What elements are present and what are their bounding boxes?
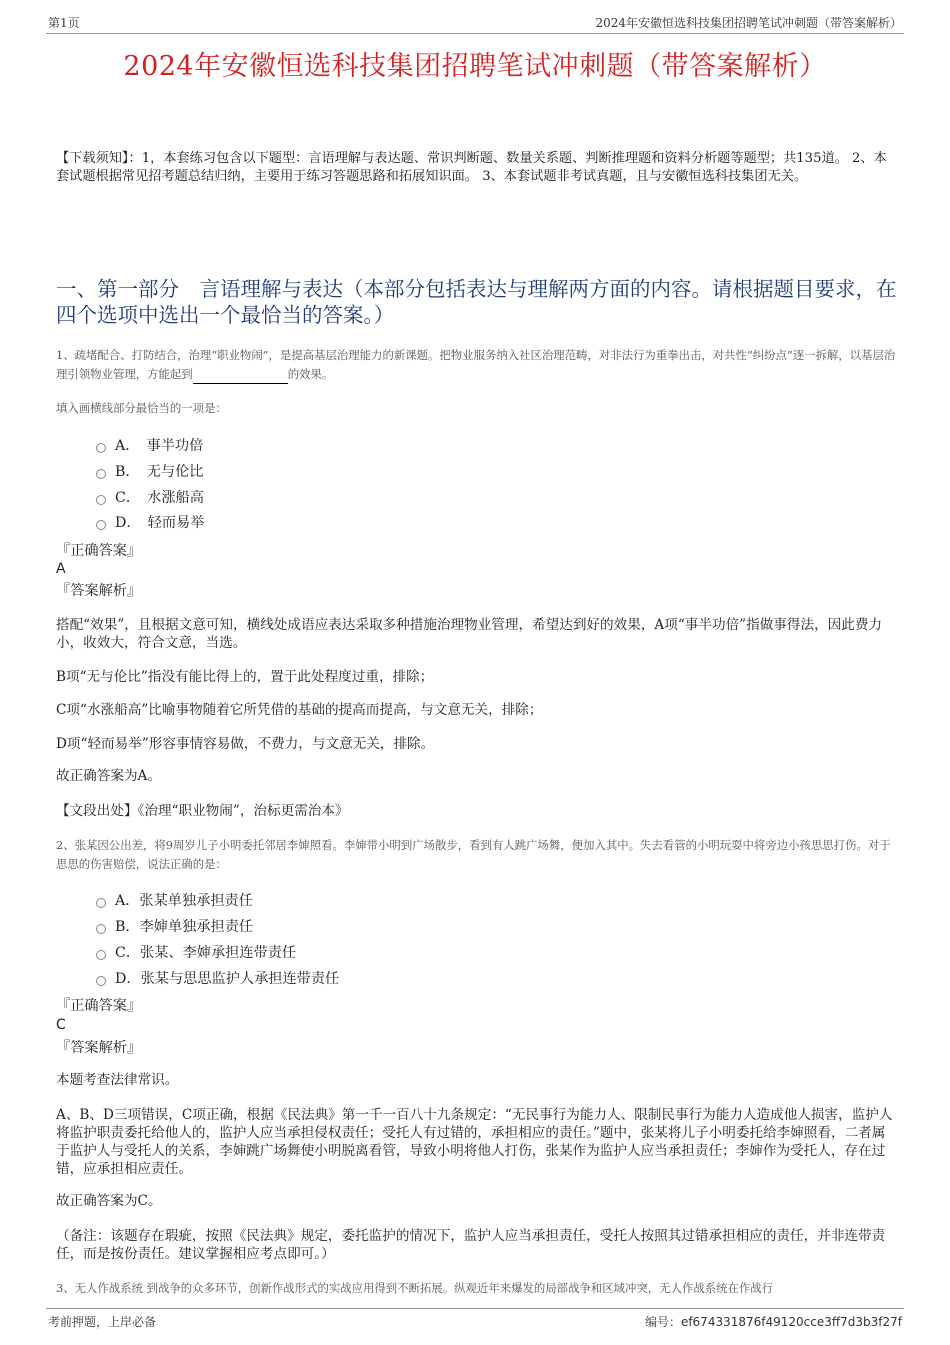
- q2-analysis-para: 故正确答案为C。: [56, 1193, 162, 1209]
- q2-option-a[interactable]: A．张某单独承担责任: [96, 892, 253, 910]
- q1-analysis-para: 故正确答案为A。: [56, 768, 161, 784]
- q1-analysis-para: C项“水涨船高”比喻事物随着它所凭借的基础的提高而提高，与文意无关，排除；: [56, 702, 543, 718]
- q2-option-d[interactable]: D．张某与思思监护人承担连带责任: [96, 970, 339, 988]
- q2-option-c[interactable]: C．张某、李婶承担连带责任: [96, 944, 296, 962]
- answer-blank: [193, 371, 288, 384]
- radio-icon[interactable]: [96, 495, 106, 505]
- footer-slogan: 考前押题，上岸必备: [48, 1315, 157, 1329]
- q2-option-b[interactable]: B．李婶单独承担责任: [96, 918, 253, 936]
- radio-icon[interactable]: [96, 469, 106, 479]
- q1-option-c[interactable]: C． 水涨船高: [96, 489, 204, 507]
- header-rule: [46, 33, 904, 34]
- q2-correct-label: 『正确答案』: [56, 998, 142, 1014]
- question-1-prompt: 填入画横线部分最恰当的一项是：: [56, 401, 227, 415]
- q1-analysis-label: 『答案解析』: [56, 583, 142, 599]
- q2-note: （备注：该题存在瑕疵，按照《民法典》规定，委托监护的情况下，监护人应当承担责任，受托人按照其过错承担相应的责任，并非连带责任，而是按份责任。建议掌握相应考点即可。）: [56, 1228, 886, 1262]
- section-heading: 一、第一部分 言语理解与表达（本部分包括表达与理解两方面的内容。请根据题目要求，在四个选项中选出一个最恰当的答案。）: [56, 277, 897, 327]
- q1-option-d[interactable]: D． 轻而易举: [96, 514, 204, 532]
- question-2-stem: 2、张某因公出差，将9周岁儿子小明委托邻居李婶照看。李婶带小明到广场散步，看到有人跳广场舞，便加入其中。失去看管的小明玩耍中将旁边小孩思思打伤。对于思思的伤害赔偿，说法正确的是：: [56, 838, 891, 871]
- q1-source: 【文段出处】《治理“职业物闹”，治标更需治本》: [56, 803, 349, 819]
- q2-answer: C: [56, 1017, 66, 1033]
- q1-option-a[interactable]: A． 事半功倍: [96, 437, 203, 455]
- footer-rule: [46, 1308, 904, 1309]
- question-3-stem: 3、无人作战系统 到战争的众多环节，创新作战形式的实战应用得到不断拓展。纵观近年来爆发的局部战争和区域冲突，无人作战系统在作战行: [56, 1281, 774, 1295]
- radio-icon[interactable]: [96, 924, 106, 934]
- q1-correct-label: 『正确答案』: [56, 543, 142, 559]
- radio-icon[interactable]: [96, 976, 106, 986]
- page-title: 2024年安徽恒选科技集团招聘笔试冲刺题（带答案解析）: [123, 51, 827, 82]
- q2-analysis-label: 『答案解析』: [56, 1040, 142, 1056]
- radio-icon[interactable]: [96, 898, 106, 908]
- radio-icon[interactable]: [96, 520, 106, 530]
- q1-analysis-para: B项“无与伦比”指没有能比得上的，置于此处程度过重，排除；: [56, 669, 434, 685]
- q1-answer: A: [56, 561, 66, 577]
- page-number: 第1页: [48, 16, 80, 30]
- q1-analysis-para: D项“轻而易举”形容事情容易做，不费力，与文意无关，排除。: [56, 736, 435, 752]
- q2-analysis-para: 本题考查法律常识。: [56, 1072, 179, 1088]
- running-header: 2024年安徽恒选科技集团招聘笔试冲刺题（带答案解析）: [595, 16, 902, 30]
- q1-option-b[interactable]: B． 无与伦比: [96, 463, 203, 481]
- document-id: 编号：ef674331876f49120cce3ff7d3b3f27f: [644, 1315, 902, 1329]
- q2-analysis-para: A、B、D三项错误，C项正确，根据《民法典》第一千一百八十九条规定：“无民事行为能力人、限制民事行为能力人造成他人损害，监护人将监护职责委托给他人的，监护人应当承担侵权责任；受托人有过错的，承担相应的责任。”题中，张某将儿子小明委托给李婶照看，二者属于监护人与受托人的关系，李婶跳广场舞使小明脱离看管，导致小明将他人打伤，张某作为监护人应当承担责任；李婶作为受托人，存在过错，应承担相应责任。: [56, 1107, 893, 1177]
- question-1-stem: 1、疏堵配合、打防结合，治理“职业物闹”，是提高基层治理能力的新课题。把物业服务纳入社区治理范畴，对非法行为重拳出击，对共性“纠纷点”逐一拆解，以基层治理引领物业管理，方能起到 的效果。: [56, 346, 898, 384]
- radio-icon[interactable]: [96, 950, 106, 960]
- download-notice: 【下载须知】：1，本套练习包含以下题型：言语理解与表达题、常识判断题、数量关系题、判断推理题和资料分析题等题型；共135道。 2、本套试题根据常见招考题总结归纳，主要用于练习答题思路和拓展知识面。 3、本套试题非考试真题，且与安徽恒选科技集团无关。: [56, 151, 887, 184]
- q1-analysis-para: 搭配“效果”，且根据文意可知，横线处成语应表达采取多种措施治理物业管理，希望达到好的效果，A项“事半功倍”指做事得法，因此费力小，收效大，符合文意，当选。: [56, 617, 883, 651]
- radio-icon[interactable]: [96, 443, 106, 453]
